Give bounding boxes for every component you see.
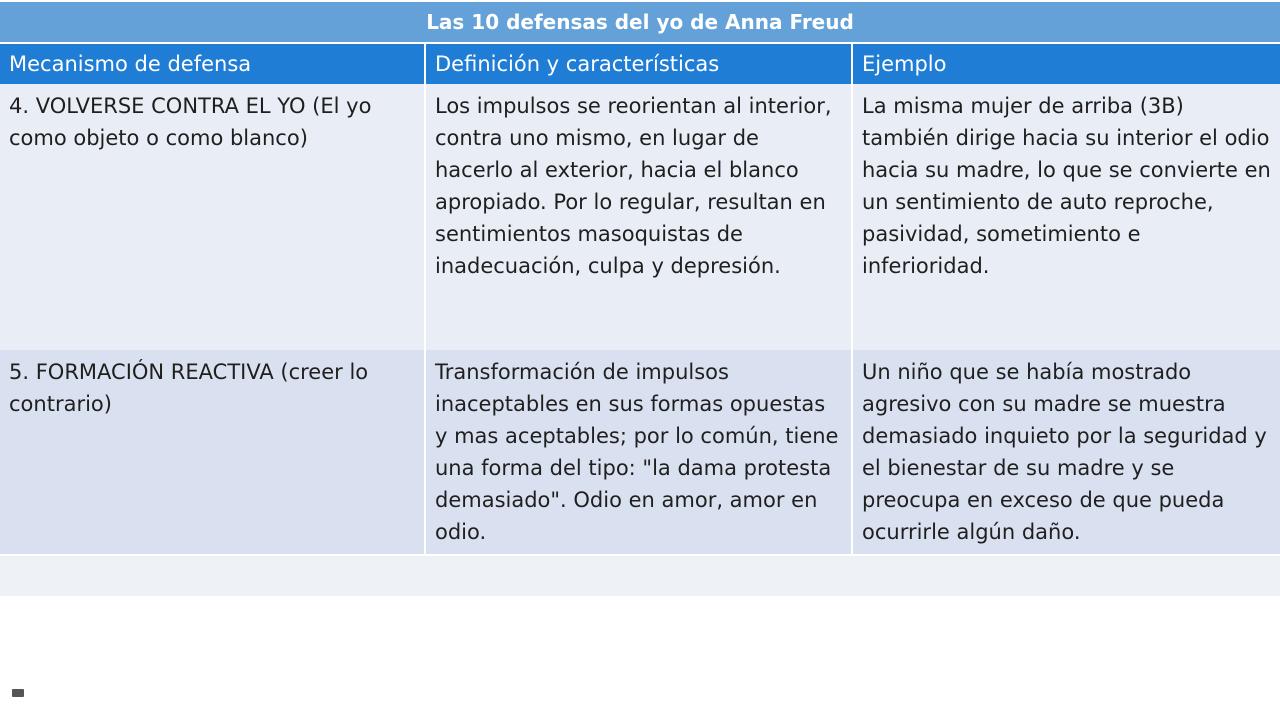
cell-example: La misma mujer de arriba (3B) también dirige hacia su interior el odio hacia su madre, lo que se convierte en un sentimiento de auto reproche, pasividad, sometimiento e inferioridad.: [853, 84, 1280, 350]
table-header-row: [0, 44, 1280, 84]
defense-table: [0, 44, 1280, 554]
cell-definition: Transformación de impulsos inaceptables en sus formas opuestas y mas aceptables; por lo común, tiene una forma del tipo: "la dama protesta demasiado". Odio en amor, amor en odio.: [426, 350, 853, 554]
header-mechanism: Mecanismo de defensa: [0, 44, 426, 84]
table-footer-strip: [0, 556, 1280, 596]
table-row: [0, 84, 1280, 350]
cell-definition: Los impulsos se reorientan al interior, contra uno mismo, en lugar de hacerlo al exterior, hacia el blanco apropiado. Por lo regular, resultan en sentimientos masoquistas de inadecuación, culpa y depresión.: [426, 84, 853, 350]
table-row: [0, 350, 1280, 554]
cell-mechanism: 5. FORMACIÓN REACTIVA (creer lo contrario): [0, 350, 426, 554]
header-definition: Definición y características: [426, 44, 853, 84]
cell-mechanism: 4. VOLVERSE CONTRA EL YO (El yo como objeto o como blanco): [0, 84, 426, 350]
slide-title: Las 10 defensas del yo de Anna Freud: [0, 2, 1280, 42]
folder-icon[interactable]: [12, 689, 24, 697]
header-example: Ejemplo: [853, 44, 1280, 84]
cell-example: Un niño que se había mostrado agresivo con su madre se muestra demasiado inquieto por la seguridad y el bienestar de su madre y se preocupa en exceso de que pueda ocurrirle algún daño.: [853, 350, 1280, 554]
